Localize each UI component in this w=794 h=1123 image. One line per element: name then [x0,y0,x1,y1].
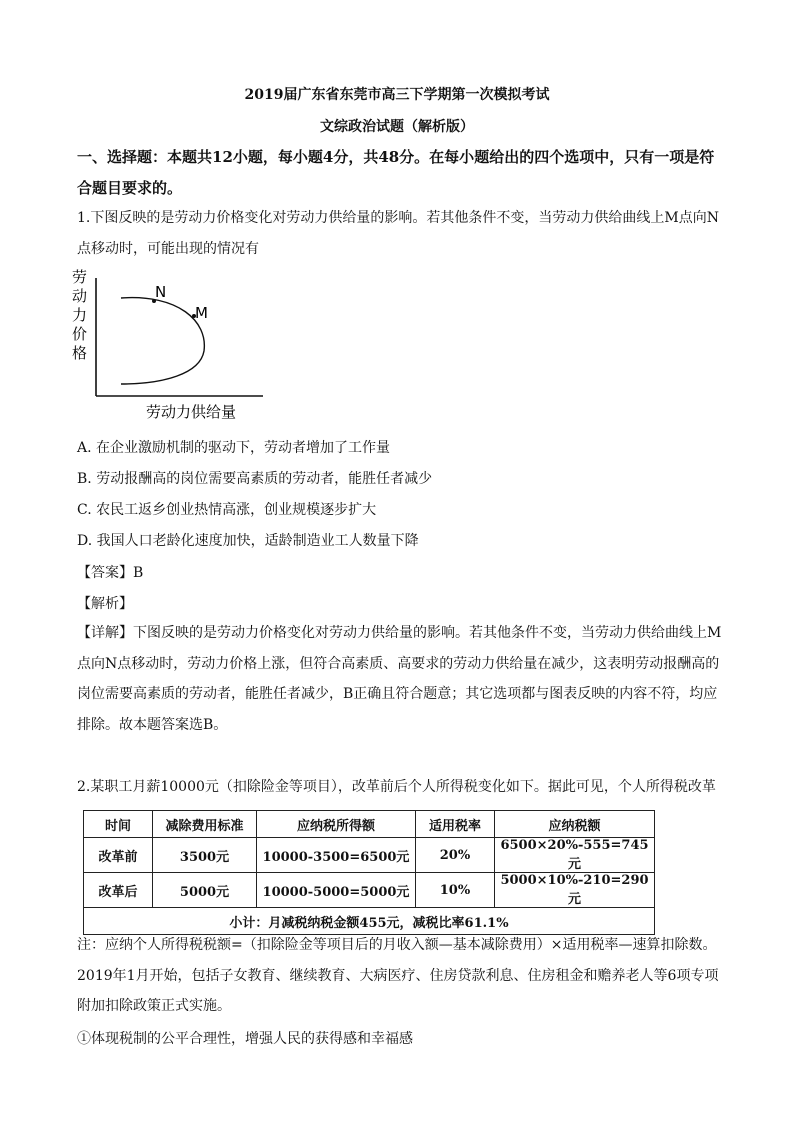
document-subtitle: 文综政治试题（解析版） [320,119,474,135]
x-axis-label: 劳动力供给量 [146,403,237,421]
point-n-label: N [155,283,167,301]
point-m-label: M [195,304,208,322]
q1-option-d: D. 我国人口老龄化速度加快，适龄制造业工人数量下降 [77,533,419,549]
y-axis-label-char: 格 [72,344,88,362]
table-row [84,873,655,908]
table-summary: 小计：月减税纳税金额455元，减税比率61.1% [84,908,655,935]
table-cell: 5000×10%-210=290元 [495,873,655,908]
q1-answer: 【答案】B [77,565,144,581]
q2-item-1: ①体现税制的公平合理性，增强人民的获得感和幸福感 [77,1031,413,1047]
q1-option-c: C. 农民工返乡创业热情高涨，创业规模逐步扩大 [77,502,377,518]
table-cell: 10% [416,873,495,908]
table-header: 应纳税所得额 [257,811,416,838]
y-axis-label [72,268,87,362]
q2-note: 注：应纳个人所得税税额=（扣除险金等项目后的月收入额—基本减除费用）×适用税率—速算扣除数。2019年1月开始，包括子女教育、继续教育、大病医疗、住房贷款利息、住房租金和赡养老人等6项专项附加扣除政策正式实施。 [77,937,719,1014]
y-axis-label-char: 劳 [72,268,88,286]
section-heading: 一、选择题：本题共12小题，每小题4分，共48分。在每小题给出的四个选项中，只有一项是符合题目要求的。 [77,148,715,197]
chart-axes [96,278,263,396]
table-header: 应纳税额 [495,811,655,838]
table-cell: 10000-5000=5000元 [257,873,416,908]
q1-option-b: B. 劳动报酬高的岗位需要高素质的劳动者，能胜任者减少 [77,471,433,487]
y-axis-label-char: 价 [72,325,88,343]
document-title: 2019届广东省东莞市高三下学期第一次模拟考试 [244,87,550,103]
q1-option-a: A. 在企业激励机制的驱动下，劳动者增加了工作量 [77,440,391,456]
q2-stem: 2.某职工月薪10000元（扣除险金等项目），改革前后个人所得税变化如下。据此可见，个人所得税改革 [77,779,716,795]
table-cell: 6500×20%-555=745元 [495,838,655,873]
table-cell: 改革后 [84,873,153,908]
table-header: 时间 [84,811,153,838]
table-header: 适用税率 [416,811,495,838]
table-cell: 5000元 [153,873,257,908]
q1-analysis: 【详解】下图反映的是劳动力价格变化对劳动力供给量的影响。若其他条件不变，当劳动力供给曲线上M点向N点移动时，劳动力价格上涨，但符合高素质、高要求的劳动力供给量在减少，这表明劳动报酬高的岗位需要高素质的劳动者，能胜任者减少，B正确且符合题意；其它选项都与图表反映的内容不符，均应排除。故本题答案选B。 [77,625,722,733]
table-cell: 20% [416,838,495,873]
table-cell: 10000-3500=6500元 [257,838,416,873]
table-header: 减除费用标准 [153,811,257,838]
supply-curve [121,298,204,384]
table-cell: 改革前 [84,838,153,873]
table-cell: 3500元 [153,838,257,873]
q1-analysis-label: 【解析】 [77,596,133,612]
table-row [84,838,655,873]
q1-stem: 1.下图反映的是劳动力价格变化对劳动力供给量的影响。若其他条件不变，当劳动力供给曲线上M点向N点移动时，可能出现的情况有 [77,210,719,257]
tax-comparison-table [83,810,655,935]
table-header-row [84,811,655,838]
labor-supply-chart [68,266,268,426]
y-axis-label-char: 动 [72,287,88,305]
y-axis-label-char: 力 [72,306,88,324]
